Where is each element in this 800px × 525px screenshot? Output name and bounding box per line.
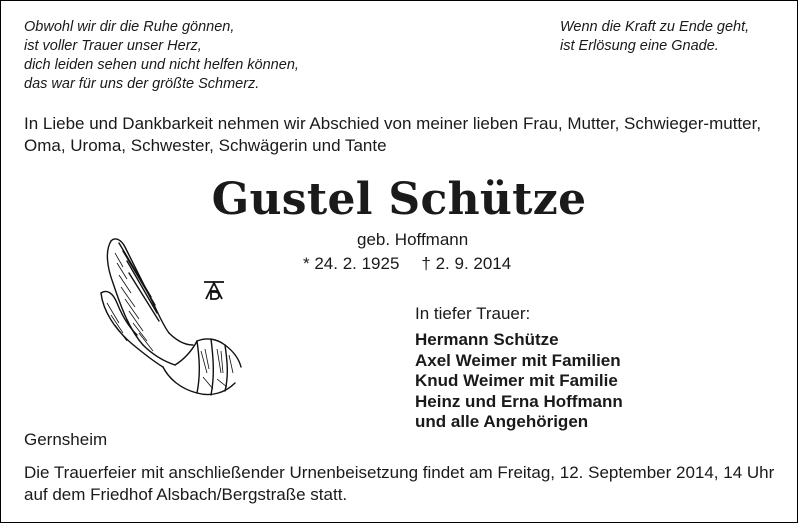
mourners-list bbox=[415, 330, 623, 433]
place-name: Gernsheim bbox=[24, 430, 108, 449]
poem-right bbox=[560, 18, 749, 56]
deceased-name: Gustel Schütze bbox=[211, 174, 587, 225]
poem-line: Wenn die Kraft zu Ende geht, bbox=[560, 19, 750, 35]
intro-text: In Liebe und Dankbarkeit nehmen wir Abschied von meiner lieben Frau, Mutter, Schwieger-mutter, Oma, Uroma, Schwester, Schwägerin und Tante bbox=[24, 114, 762, 155]
mourner-name: Knud Weimer mit Familie bbox=[415, 371, 618, 391]
birth-name: geb. Hoffmann bbox=[357, 230, 469, 249]
poem-line: ist Erlösung eine Gnade. bbox=[560, 38, 719, 54]
birth-date: * 24. 2. 1925 bbox=[303, 254, 400, 273]
funeral-service-info: Die Trauerfeier mit anschließender Urnenbeisetzung findet am Freitag, 12. September 2014, 14 Uhr auf dem Friedhof Alsbach/Bergstraße statt. bbox=[24, 463, 775, 504]
poem-line: ist voller Trauer unser Herz, bbox=[24, 38, 202, 54]
mourner-name: Heinz und Erna Hoffmann bbox=[415, 391, 623, 411]
mourner-name: Axel Weimer mit Familien bbox=[415, 350, 621, 370]
death-date: † 2. 9. 2014 bbox=[421, 254, 512, 273]
poem-line: Obwohl wir dir die Ruhe gönnen, bbox=[24, 19, 235, 35]
poem-line: das war für uns der größte Schmerz. bbox=[24, 76, 260, 92]
mourner-name: und alle Angehörigen bbox=[415, 412, 589, 432]
mourners-heading: In tiefer Trauer: bbox=[415, 304, 531, 323]
AD-monogram-icon bbox=[202, 280, 226, 300]
life-dates bbox=[303, 254, 511, 274]
poem-left bbox=[24, 18, 299, 94]
mourners-block bbox=[415, 304, 623, 433]
mourner-name: Hermann Schütze bbox=[415, 330, 559, 349]
poem-line: dich leiden sehen und nicht helfen können, bbox=[24, 57, 299, 73]
praying-hands-icon bbox=[93, 233, 243, 408]
